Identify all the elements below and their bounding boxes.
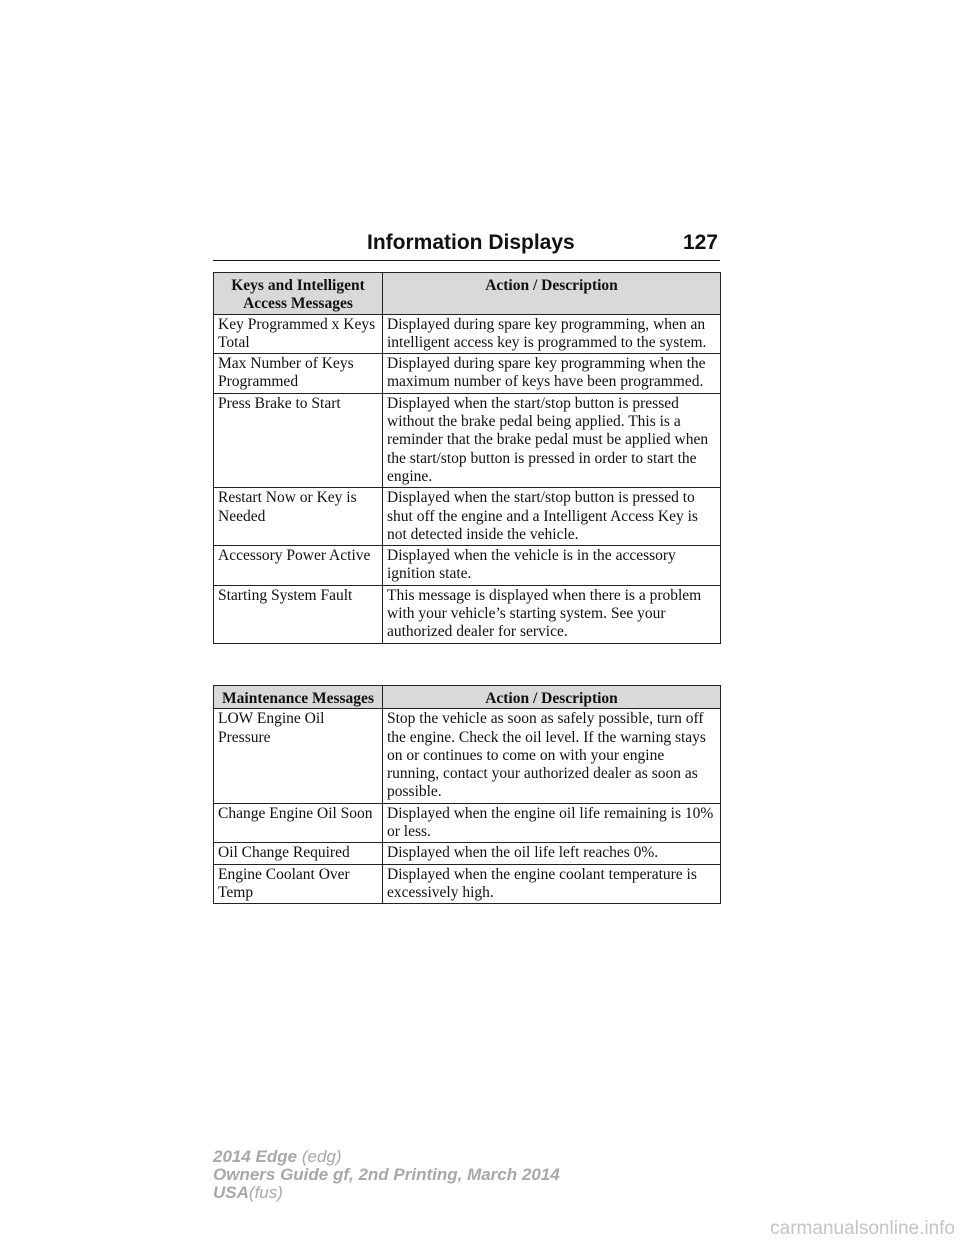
table-header-row [214, 686, 721, 709]
table-row [214, 585, 721, 643]
column-header-description: Action / Description [383, 273, 721, 315]
description-cell: Displayed when the engine coolant temperature is excessively high. [383, 864, 721, 904]
site-watermark: carmanualsonline.info [770, 1218, 955, 1239]
page-header [213, 226, 720, 261]
description-cell: Displayed when the engine oil life remaining is 10% or less. [383, 803, 721, 843]
description-cell: Displayed during spare key programming, when an intelligent access key is programmed to the system. [383, 314, 721, 354]
description-cell: Displayed when the start/stop button is pressed to shut off the engine and a Intelligent Access Key is not detected inside the vehicle. [383, 488, 721, 546]
footer-line-guide [213, 1166, 560, 1184]
description-cell: Displayed during spare key programming when the maximum number of keys have been programmed. [383, 354, 721, 394]
description-cell: This message is displayed when there is a problem with your vehicle’s starting system. See your authorized dealer for service. [383, 585, 721, 643]
description-cell: Displayed when the start/stop button is pressed without the brake pedal being applied. This is a reminder that the brake pedal must be applied when the start/stop button is pressed in order to start the engine. [383, 393, 721, 487]
table-row [214, 843, 721, 864]
message-cell: Oil Change Required [214, 843, 383, 864]
keys-messages-table [213, 272, 721, 644]
message-cell: LOW Engine Oil Pressure [214, 709, 383, 803]
maintenance-messages-table [213, 685, 721, 904]
description-cell: Stop the vehicle as soon as safely possible, turn off the engine. Check the oil level. If the warning stays on or continues to come on with your engine running, contact your authorized dealer as soon as possible. [383, 709, 721, 803]
message-cell: Change Engine Oil Soon [214, 803, 383, 843]
footer-guide: Owners Guide gf, 2nd Printing, March 2014 [213, 1165, 560, 1184]
message-cell: Starting System Fault [214, 585, 383, 643]
message-cell: Press Brake to Start [214, 393, 383, 487]
table-row [214, 864, 721, 904]
message-cell: Engine Coolant Over Temp [214, 864, 383, 904]
message-cell: Max Number of Keys Programmed [214, 354, 383, 394]
footer-line-model [213, 1148, 560, 1166]
message-cell: Restart Now or Key is Needed [214, 488, 383, 546]
table-row [214, 488, 721, 546]
footer-model: 2014 Edge [213, 1147, 298, 1166]
table-row [214, 393, 721, 487]
table-row [214, 314, 721, 354]
table-row [214, 803, 721, 843]
column-header-description: Action / Description [383, 686, 721, 709]
description-cell: Displayed when the oil life left reaches 0%. [383, 843, 721, 864]
description-cell: Displayed when the vehicle is in the accessory ignition state. [383, 546, 721, 586]
footer-region: USA [213, 1183, 249, 1202]
page-number: 127 [682, 231, 718, 254]
footer-line-region [213, 1184, 560, 1202]
document-footer [213, 1148, 560, 1202]
table-row [214, 709, 721, 803]
page-title: Information Displays [367, 231, 575, 254]
column-header-message: Maintenance Messages [214, 686, 383, 709]
footer-region-code: (fus) [248, 1183, 283, 1202]
message-cell: Accessory Power Active [214, 546, 383, 586]
table-row [214, 546, 721, 586]
message-cell: Key Programmed x Keys Total [214, 314, 383, 354]
table-header-row [214, 273, 721, 315]
column-header-message: Keys and Intelligent Access Messages [214, 273, 383, 315]
table-row [214, 354, 721, 394]
footer-model-code: (edg) [301, 1147, 342, 1166]
